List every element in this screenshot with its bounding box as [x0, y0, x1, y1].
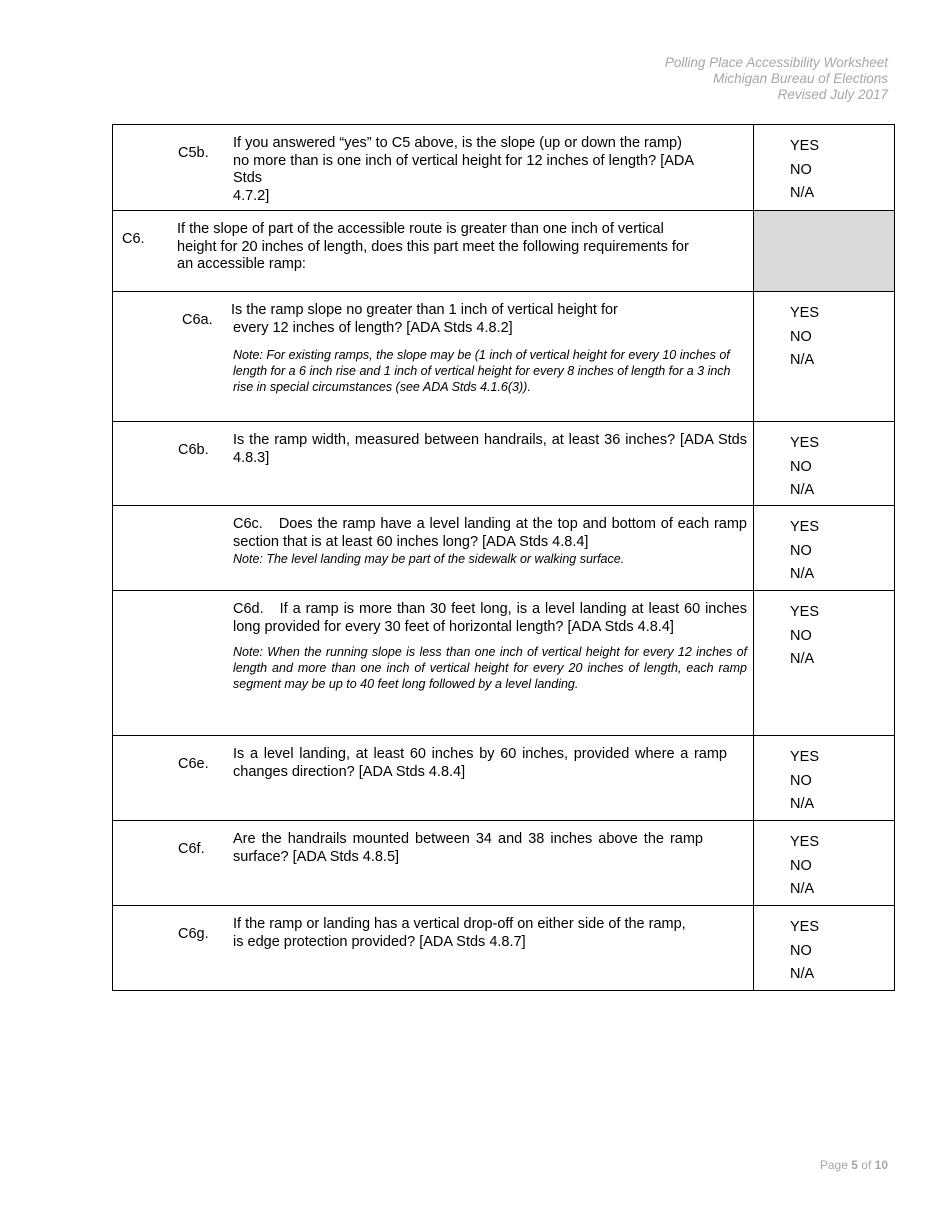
question-note: Note: When the running slope is less than one inch of vertical height for every 12 inches of length and more than one inch of vertical height for every 20 inches of length, each ramp segment may be up to 40 feet long followed by a level landing. [233, 645, 747, 691]
question-text: Stds [233, 170, 263, 186]
question-code: C6b. [178, 442, 209, 458]
option-na[interactable]: N/A [790, 966, 815, 982]
question-row-c6 [113, 211, 895, 292]
option-no[interactable]: NO [790, 772, 812, 789]
option-no[interactable]: NO [790, 542, 812, 559]
question-row-c6d [113, 591, 895, 736]
answer-cell [754, 292, 895, 422]
option-no[interactable]: NO [790, 328, 812, 345]
answer-cell [754, 906, 895, 991]
question-cell [113, 292, 754, 422]
answer-cell [754, 736, 895, 821]
header-agency: Michigan Bureau of Elections [713, 71, 888, 86]
option-na[interactable]: N/A [790, 796, 815, 812]
question-cell [113, 736, 754, 821]
option-yes[interactable]: YES [790, 919, 820, 935]
question-code: C6e. [178, 756, 209, 772]
page-current: 5 [851, 1158, 858, 1172]
question-text: If the ramp or landing has a vertical drop-off on either side of the ramp, [233, 916, 686, 932]
question-code: C6f. [178, 841, 205, 857]
question-body: Does the ramp have a level landing at the top and bottom of each ramp section that is at least 60 inches long? [ADA Stds 4.8.4] [233, 516, 747, 550]
question-row-c6f [113, 821, 895, 906]
page-header [665, 55, 888, 103]
option-no[interactable]: NO [790, 161, 812, 178]
question-code: C6. [122, 231, 145, 247]
option-na[interactable]: N/A [790, 352, 815, 368]
page-total: 10 [874, 1158, 888, 1172]
option-na[interactable]: N/A [790, 881, 815, 897]
question-note: Note: For existing ramps, the slope may be (1 inch of vertical height for every 10 inches of length for a 6 inch rise and 1 inch of vertical height for every 8 inches of length for a 3 inch rise in special circumstances (see ADA Stds 4.1.6(3)). [233, 348, 731, 394]
question-cell [113, 422, 754, 506]
question-code: C6a. [182, 312, 213, 328]
question-code: C6c. [233, 516, 263, 532]
option-no[interactable]: NO [790, 942, 812, 959]
question-row-c6g [113, 906, 895, 991]
question-row-c6b [113, 422, 895, 506]
answer-cell [754, 422, 895, 506]
question-text: height for 20 inches of length, does this part meet the following requirements for [177, 238, 689, 255]
question-text: Is a level landing, at least 60 inches by 60 inches, provided where a ramp changes direction? [ADA Stds 4.8.4] [233, 746, 727, 780]
question-text [233, 601, 747, 636]
option-na[interactable]: N/A [790, 566, 815, 582]
question-row-c6a [113, 292, 895, 422]
question-text [233, 516, 747, 551]
option-yes[interactable]: YES [790, 749, 820, 765]
option-na[interactable]: N/A [790, 482, 815, 498]
page-of: of [861, 1158, 872, 1172]
question-cell [113, 906, 754, 991]
question-text: Is the ramp width, measured between handrails, at least 36 inches? [ADA Stds 4.8.3] [233, 432, 747, 466]
option-na[interactable]: N/A [790, 185, 815, 201]
question-text: no more than is one inch of vertical height for 12 inches of length? [ADA [233, 152, 695, 169]
answer-cell [754, 591, 895, 736]
answer-cell-shaded [754, 211, 895, 292]
option-yes[interactable]: YES [790, 305, 820, 321]
question-cell [113, 125, 754, 211]
question-cell [113, 211, 754, 292]
question-text: Is the ramp slope no greater than 1 inch of vertical height for [231, 302, 618, 318]
page-word: Page [819, 1158, 848, 1172]
header-revision: Revised July 2017 [777, 87, 888, 102]
option-yes[interactable]: YES [790, 138, 820, 154]
question-text: Are the handrails mounted between 34 and 38 inches above the ramp surface? [ADA Stds 4.8.5] [233, 831, 703, 865]
question-row-c5b [113, 125, 895, 211]
answer-cell [754, 125, 895, 211]
question-text: 4.7.2] [233, 187, 270, 204]
option-yes[interactable]: YES [790, 604, 820, 620]
question-text: an accessible ramp: [177, 256, 306, 272]
question-cell [113, 821, 754, 906]
option-yes[interactable]: YES [790, 435, 820, 451]
option-na[interactable]: N/A [790, 651, 815, 667]
answer-cell [754, 821, 895, 906]
option-yes[interactable]: YES [790, 834, 820, 850]
question-text: If you answered “yes” to C5 above, is the slope (up or down the ramp) [233, 135, 682, 151]
header-title: Polling Place Accessibility Worksheet [664, 55, 888, 70]
answer-cell [754, 506, 895, 591]
question-note: Note: The level landing may be part of the sidewalk or walking surface. [233, 552, 625, 566]
question-code: C5b. [178, 145, 209, 161]
question-cell [113, 591, 754, 736]
question-row-c6c [113, 506, 895, 591]
option-no[interactable]: NO [790, 458, 812, 475]
page-number [820, 1158, 888, 1172]
question-text: every 12 inches of length? [ADA Stds 4.8.2] [233, 319, 513, 336]
question-code: C6d. [233, 601, 264, 617]
question-row-c6e [113, 736, 895, 821]
option-no[interactable]: NO [790, 857, 812, 874]
question-body: If a ramp is more than 30 feet long, is a level landing at least 60 inches long provided for every 30 feet of horizontal length? [ADA Stds 4.8.4] [233, 601, 747, 635]
question-cell [113, 506, 754, 591]
question-text: is edge protection provided? [ADA Stds 4.8.7] [233, 933, 526, 950]
question-text: If the slope of part of the accessible route is greater than one inch of vertical [177, 221, 664, 237]
option-yes[interactable]: YES [790, 519, 820, 535]
question-code: C6g. [178, 926, 209, 942]
option-no[interactable]: NO [790, 627, 812, 644]
worksheet-table [112, 124, 895, 991]
